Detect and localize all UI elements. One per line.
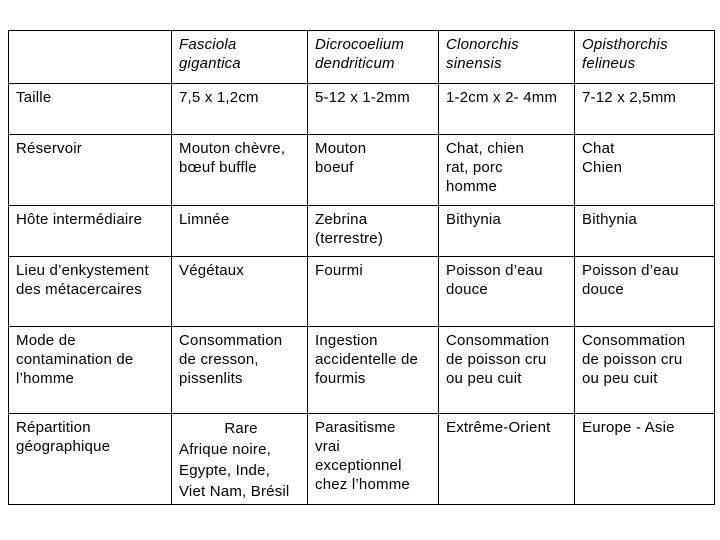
cell-line: exceptionnel (315, 457, 402, 474)
cell-line: douce (446, 281, 488, 298)
header-line: dendriticum (315, 55, 395, 72)
row-label (9, 327, 172, 414)
cell-line: Chat (582, 140, 615, 157)
cell-line: pissenlits (179, 370, 243, 387)
cell-line: Extrême-Orient (446, 419, 551, 436)
row-mode-contamination (9, 327, 715, 414)
row-label (9, 206, 172, 257)
cell-line: homme (446, 178, 498, 195)
header-opisthorchis-felineus (575, 31, 715, 84)
row-label (9, 414, 172, 505)
row-label (9, 257, 172, 327)
table-cell (172, 84, 308, 135)
label-line: Lieu d’enkystement (16, 262, 149, 279)
row-label (9, 84, 172, 135)
label-line: Hôte intermédiaire (16, 211, 143, 228)
parasite-comparison-table (8, 30, 715, 505)
table-cell (575, 206, 715, 257)
cell-line: Bithynia (446, 211, 501, 228)
header-fasciola-gigantica (172, 31, 308, 84)
cell-line: Fourmi (315, 262, 363, 279)
cell-line: Bithynia (582, 211, 637, 228)
cell-line: Consommation (446, 332, 550, 349)
label-line: Taille (16, 89, 52, 106)
header-dicrocoelium-dendriticum (308, 31, 439, 84)
table-cell (575, 414, 715, 505)
label-line: Réservoir (16, 140, 82, 157)
cell-line: 7-12 x 2,5mm (582, 89, 677, 106)
cell-line: Limnée (179, 211, 230, 228)
table-cell (308, 84, 439, 135)
row-reservoir (9, 135, 715, 206)
cell-line: Afrique noire, (179, 441, 272, 458)
table-cell (439, 84, 575, 135)
cell-line: 5-12 x 1-2mm (315, 89, 410, 106)
cell-line: ou peu cuit (446, 370, 522, 387)
table-cell (439, 414, 575, 505)
table-cell (439, 135, 575, 206)
cell-line: Egypte, Inde, (179, 462, 270, 479)
cell-line: Poisson d’eau (446, 262, 543, 279)
row-repartition-geographique (9, 414, 715, 505)
cell-line: Consommation (179, 332, 283, 349)
cell-line: de poisson cru (582, 351, 683, 368)
cell-line: boeuf (315, 159, 354, 176)
label-line: contamination de (16, 351, 134, 368)
row-hote-intermediaire (9, 206, 715, 257)
cell-line: 1-2cm x 2- 4mm (446, 89, 558, 106)
cell-line: bœuf buffle (179, 159, 257, 176)
table-cell (172, 257, 308, 327)
table-cell (308, 257, 439, 327)
header-clonorchis-sinensis (439, 31, 575, 84)
header-line: Clonorchis (446, 36, 519, 53)
table-cell (308, 414, 439, 505)
header-line: Opisthorchis (582, 36, 668, 53)
cell-line: Viet Nam, Brésil (179, 483, 290, 500)
cell-line: ou peu cuit (582, 370, 658, 387)
row-taille (9, 84, 715, 135)
cell-line: Zebrina (315, 211, 368, 228)
header-row (9, 31, 715, 84)
cell-line: douce (582, 281, 624, 298)
table-cell (575, 327, 715, 414)
row-lieu-enkystement (9, 257, 715, 327)
label-line: Mode de (16, 332, 76, 349)
cell-line: Ingestion (315, 332, 378, 349)
table-cell (439, 257, 575, 327)
row-label (9, 135, 172, 206)
table-cell (172, 206, 308, 257)
header-line: gigantica (179, 55, 241, 72)
cell-line: Parasitisme (315, 419, 396, 436)
cell-line: de poisson cru (446, 351, 547, 368)
cell-line: (terrestre) (315, 230, 384, 247)
table-cell (172, 135, 308, 206)
cell-line: de cresson, (179, 351, 259, 368)
header-line: sinensis (446, 55, 502, 72)
cell-line: Poisson d’eau (582, 262, 679, 279)
table-cell (172, 327, 308, 414)
header-corner-cell (9, 31, 172, 84)
cell-line: rat, porc (446, 159, 503, 176)
cell-line: 7,5 x 1,2cm (179, 89, 259, 106)
cell-line: Consommation (582, 332, 686, 349)
header-line: Dicrocoelium (315, 36, 405, 53)
label-line: des métacercaires (16, 281, 142, 298)
table-cell (308, 327, 439, 414)
table-cell (308, 135, 439, 206)
cell-line: Végétaux (179, 262, 244, 279)
cell-line: Mouton (315, 140, 367, 157)
cell-line: vrai (315, 438, 340, 455)
cell-line: fourmis (315, 370, 366, 387)
header-line: Fasciola (179, 36, 237, 53)
table-cell (439, 327, 575, 414)
table-cell (308, 206, 439, 257)
cell-line: chez l’homme (315, 476, 410, 493)
cell-line: Chien (582, 159, 623, 176)
cell-line: Mouton chèvre, (179, 140, 286, 157)
cell-line: accidentelle de (315, 351, 419, 368)
label-line: Répartition (16, 419, 91, 436)
table-cell (575, 135, 715, 206)
cell-line: Europe - Asie (582, 419, 675, 436)
table-cell (575, 84, 715, 135)
header-line: felineus (582, 55, 636, 72)
label-line: l’homme (16, 370, 75, 387)
table-cell (575, 257, 715, 327)
cell-line: Chat, chien (446, 140, 525, 157)
cell-line: Rare (224, 420, 258, 437)
label-line: géographique (16, 438, 111, 455)
table-cell (439, 206, 575, 257)
table-cell (172, 414, 308, 505)
